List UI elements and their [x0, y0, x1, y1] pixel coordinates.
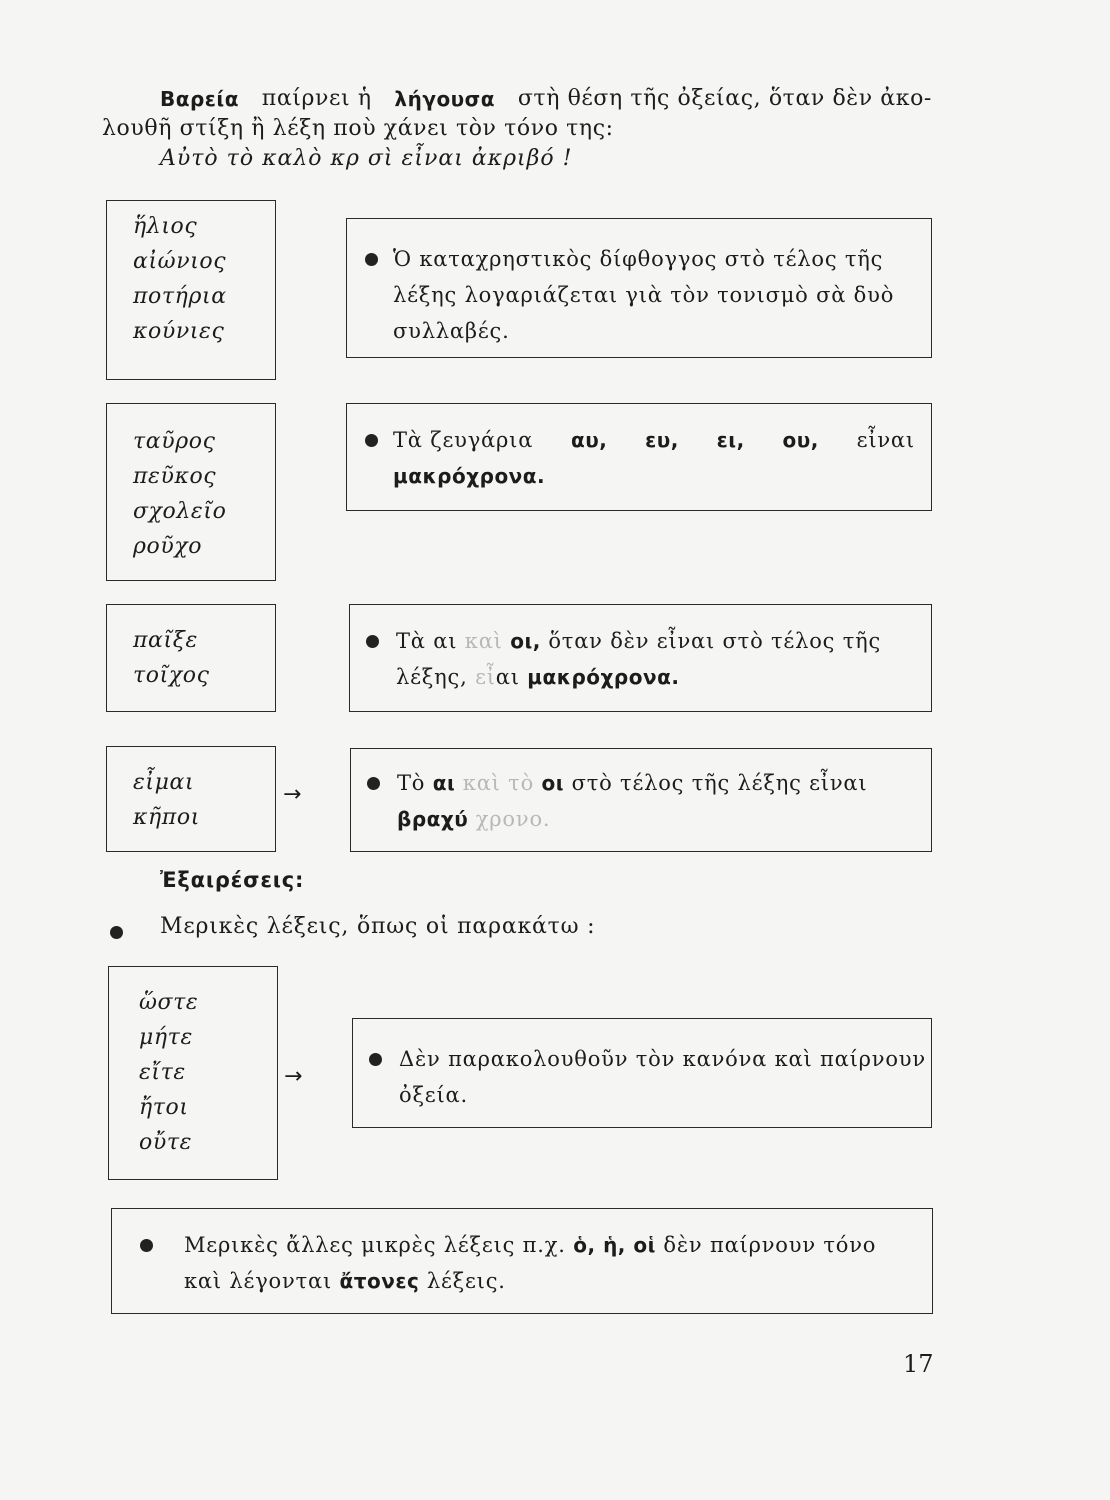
- bullet-icon: [365, 253, 378, 266]
- rule-3-bold-2: μακρόχρονα.: [527, 665, 680, 689]
- rule-4-bold-2: οι: [541, 771, 565, 795]
- word: πεῦκος: [133, 464, 217, 489]
- rule-box-final: [111, 1208, 933, 1314]
- rule-final-line-1: [184, 1227, 932, 1263]
- word: εἶμαι: [133, 770, 195, 795]
- intro-bold-bareia: Βαρεία: [160, 87, 239, 111]
- rule-2-line-1: [393, 422, 931, 458]
- diphthong: αυ,: [570, 428, 608, 452]
- rule-box-3: [349, 604, 932, 712]
- rule-exceptions-line-2: ὀξεία.: [399, 1083, 468, 1107]
- rule-final-text: [112, 1227, 932, 1299]
- word: εἴτε: [139, 1060, 186, 1085]
- rule-box-1: [346, 218, 932, 358]
- word-box-2: [106, 403, 276, 581]
- rule-box-exceptions: [352, 1018, 932, 1128]
- arrow-right-icon: →: [283, 782, 302, 807]
- bullet-icon: [367, 777, 380, 790]
- rule-4-text: [351, 765, 931, 837]
- rule-1-line-3: συλλαβές.: [393, 319, 510, 343]
- rule-final-text-1: Μερικὲς ἄλλες μικρὲς λέξεις π.χ.: [184, 1233, 566, 1257]
- article: ὁ,: [573, 1233, 596, 1257]
- rule-2-line-2: μακρόχρονα.: [393, 464, 546, 488]
- rule-3-faded-2: εἶ: [475, 665, 496, 689]
- rule-3-line2a: λέξης,: [396, 665, 468, 689]
- word-box-3: [106, 604, 276, 712]
- word: μήτε: [139, 1025, 193, 1050]
- intro-paragraph: [102, 84, 932, 174]
- rule-box-2: [346, 403, 932, 511]
- rule-3-line-2: [396, 659, 931, 695]
- rule-final-text-2: καὶ λέγονται: [184, 1269, 332, 1293]
- rule-4-bold-1: αι: [432, 771, 456, 795]
- word: κῆποι: [133, 805, 200, 830]
- rule-4-line-1: [397, 765, 931, 801]
- intro-line-2: λουθῆ στίξη ἢ λέξη ποὺ χάνει τὸν τόνο της:: [102, 116, 614, 141]
- word: ἤτοι: [139, 1095, 189, 1120]
- rule-1-text: [347, 241, 931, 349]
- rule-3-lead: Τὰ αι: [396, 629, 458, 653]
- rule-exceptions-text: [353, 1041, 931, 1113]
- word: ροῦχο: [133, 534, 203, 559]
- rule-1-line-1: Ὁ καταχρηστικὸς δίφθογγος στὸ τέλος τῆς: [393, 247, 884, 271]
- rule-exceptions-line-1: Δὲν παρακολουθοῦν τὸν κανόνα καὶ παίρνουν: [399, 1047, 926, 1071]
- rule-final-end-2: λέξεις.: [426, 1269, 506, 1293]
- word: αἰώνιος: [133, 249, 227, 274]
- rule-4-faded: καὶ τὸ: [462, 771, 535, 795]
- intro-text-1: παίρνει ἡ: [261, 86, 372, 111]
- bullet-icon: [366, 635, 379, 648]
- rule-2-text: [347, 422, 931, 494]
- rule-3-bold: οι,: [510, 629, 541, 653]
- rule-4-bold-3: βραχύ: [397, 807, 469, 831]
- intro-bold-ligousa: λήγουσα: [394, 87, 496, 111]
- word: ποτήρια: [133, 284, 227, 309]
- rule-3-rest: ὅταν δὲν εἶναι στὸ τέλος τῆς: [548, 629, 882, 653]
- bullet-icon: [110, 926, 123, 939]
- word: οὔτε: [139, 1130, 192, 1155]
- rule-1-line-2: λέξης λογαριάζεται γιὰ τὸν τονισμὸ σὰ δυὸ: [393, 283, 895, 307]
- word-box-exceptions: [108, 966, 278, 1180]
- rule-4-faded-2: χρονο.: [475, 807, 551, 831]
- rule-3-line-1: [396, 623, 931, 659]
- rule-final-line-2: [184, 1263, 932, 1299]
- diphthong: ει,: [716, 428, 745, 452]
- rule-final-bold: ἄτονες: [339, 1269, 420, 1293]
- word-box-1: [106, 200, 276, 380]
- rule-final-end-1: δὲν παίρνουν τόνο: [663, 1233, 877, 1257]
- bullet-icon: [369, 1053, 382, 1066]
- word: ὥστε: [139, 990, 199, 1015]
- arrow-right-icon: →: [284, 1064, 303, 1089]
- word: παῖξε: [133, 628, 198, 653]
- rule-4-rest: στὸ τέλος τῆς λέξης εἶναι: [571, 771, 868, 795]
- intro-text-2: στὴ θέση τῆς ὀξείας, ὅταν δὲν ἀκο-: [517, 86, 932, 111]
- word: τοῖχος: [133, 663, 210, 688]
- word-box-4: [106, 746, 276, 852]
- bullet-icon: [140, 1239, 153, 1252]
- rule-3-line2b: αι: [495, 665, 520, 689]
- exceptions-title: Ἐξαιρέσεις:: [160, 868, 305, 892]
- exceptions-line: Μερικὲς λέξεις, ὅπως οἱ παρακάτω :: [160, 914, 596, 939]
- word: σχολεῖο: [133, 499, 227, 524]
- rule-box-4: [350, 748, 932, 852]
- intro-line-1: [160, 84, 932, 114]
- word: ἥλιος: [133, 214, 198, 239]
- rule-3-faded: καὶ: [464, 629, 503, 653]
- rule-3-text: [350, 623, 931, 695]
- page-number: 17: [903, 1350, 934, 1378]
- rule-4-line-2: [397, 801, 931, 837]
- intro-example: Αὐτὸ τὸ καλὸ κρ σὶ εἶναι ἀκριβό !: [160, 146, 573, 171]
- diphthong: ευ,: [645, 428, 679, 452]
- rule-2-lead: Τὰ ζευγάρια: [393, 428, 534, 452]
- word: ταῦρος: [133, 429, 216, 454]
- rule-4-lead: Τὸ: [397, 771, 426, 795]
- word: κούνιες: [133, 319, 225, 344]
- article: οἱ: [633, 1233, 656, 1257]
- diphthong: ου,: [782, 428, 819, 452]
- article: ἡ,: [603, 1233, 626, 1257]
- rule-2-verb: εἶναι: [856, 428, 915, 452]
- bullet-icon: [365, 434, 378, 447]
